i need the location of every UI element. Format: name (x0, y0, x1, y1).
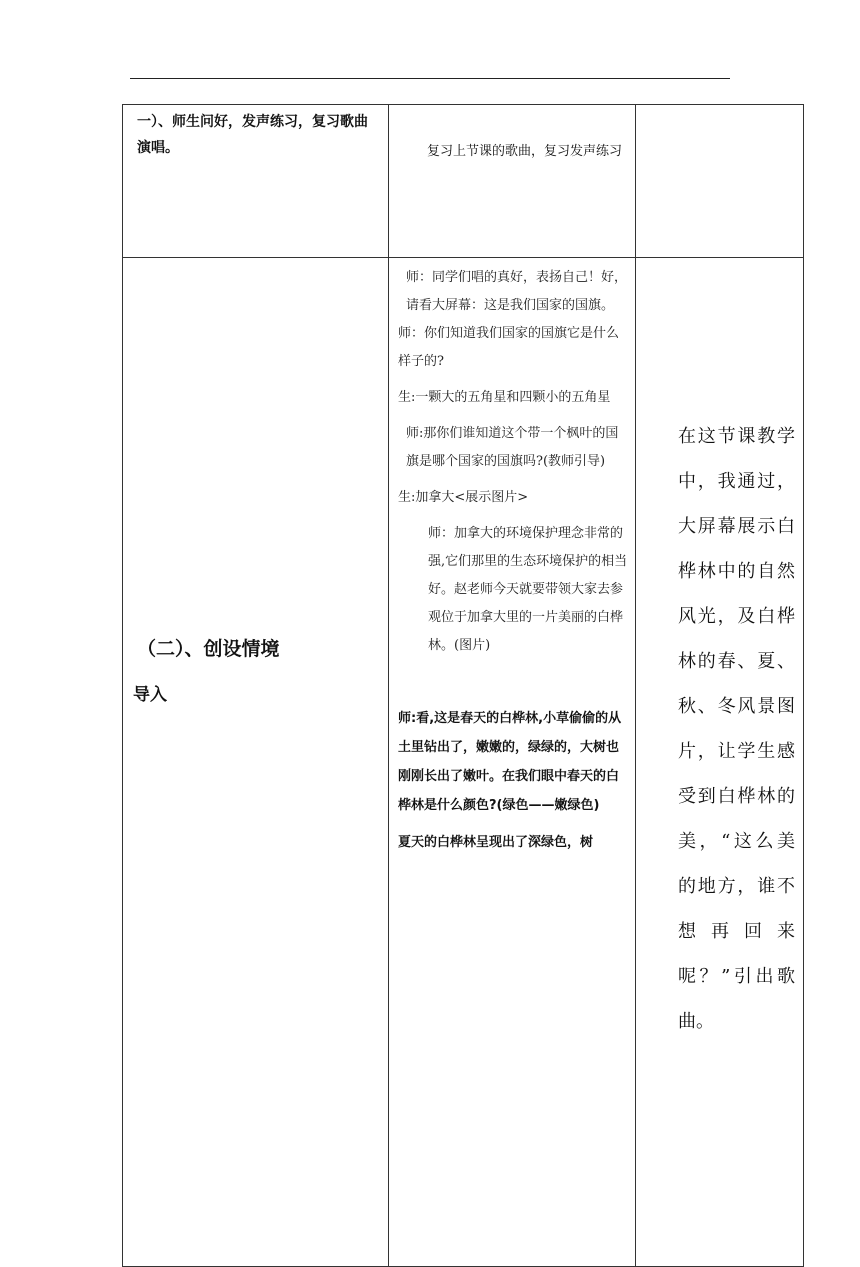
activity-text: 复习上节课的歌曲，复习发声练习 (427, 144, 623, 159)
intent-cell (636, 258, 804, 1267)
table-row (123, 258, 804, 1267)
activity-paragraph: 师：加拿大的环境保护理念非常的强,它们那里的生态环境保护的相当好。赵老师今天就要带领大家去参观位于加拿大里的一片美丽的白桦林。(图片) (428, 526, 628, 653)
header-rule (130, 78, 730, 79)
lesson-plan-table (122, 104, 804, 1267)
activity-paragraph: 师:看,这是春天的白桦林,小草偷偷的从土里钻出了，嫩嫩的，绿绿的，大树也刚刚长出了嫩叶。在我们眼中春天的白桦林是什么颜色?(绿色——嫩绿色) (398, 711, 622, 813)
intent-cell (636, 105, 804, 258)
activity-paragraph: 生:加拿大<展示图片> (398, 490, 529, 505)
activity-paragraph: 生:一颗大的五角星和四颗小的五角星 (398, 390, 611, 405)
stage-subtitle: 导入 (133, 685, 167, 705)
activity-paragraph: 师：同学们唱的真好，表扬自己！好，请看大屏幕：这是我们国家的国旗。 (406, 270, 628, 313)
stage-cell (123, 105, 389, 258)
activity-paragraph: 夏天的白桦林呈现出了深绿色，树 (398, 835, 594, 850)
activity-cell (389, 105, 636, 258)
stage-text: 一）、师生问好，发声练习，复习歌曲演唱。 (137, 114, 368, 156)
table-row (123, 105, 804, 258)
activity-paragraph: 师:那你们谁知道这个带一个枫叶的国旗是哪个国家的国旗吗?(教师引导) (406, 426, 619, 469)
stage-cell (123, 258, 389, 1267)
intent-text: 在这节课教学中，我通过，大屏幕展示白桦林中的自然风光，及白桦林的春、夏、秋、冬风景图片，让学生感受到白桦林的美，“这么美的地方，谁不想再回来呢？”引出歌曲。 (678, 426, 795, 1032)
stage-title: （二）、创设情境 (137, 638, 280, 660)
activity-cell (389, 258, 636, 1267)
activity-paragraph: 师：你们知道我们国家的国旗它是什么样子的? (398, 326, 620, 369)
